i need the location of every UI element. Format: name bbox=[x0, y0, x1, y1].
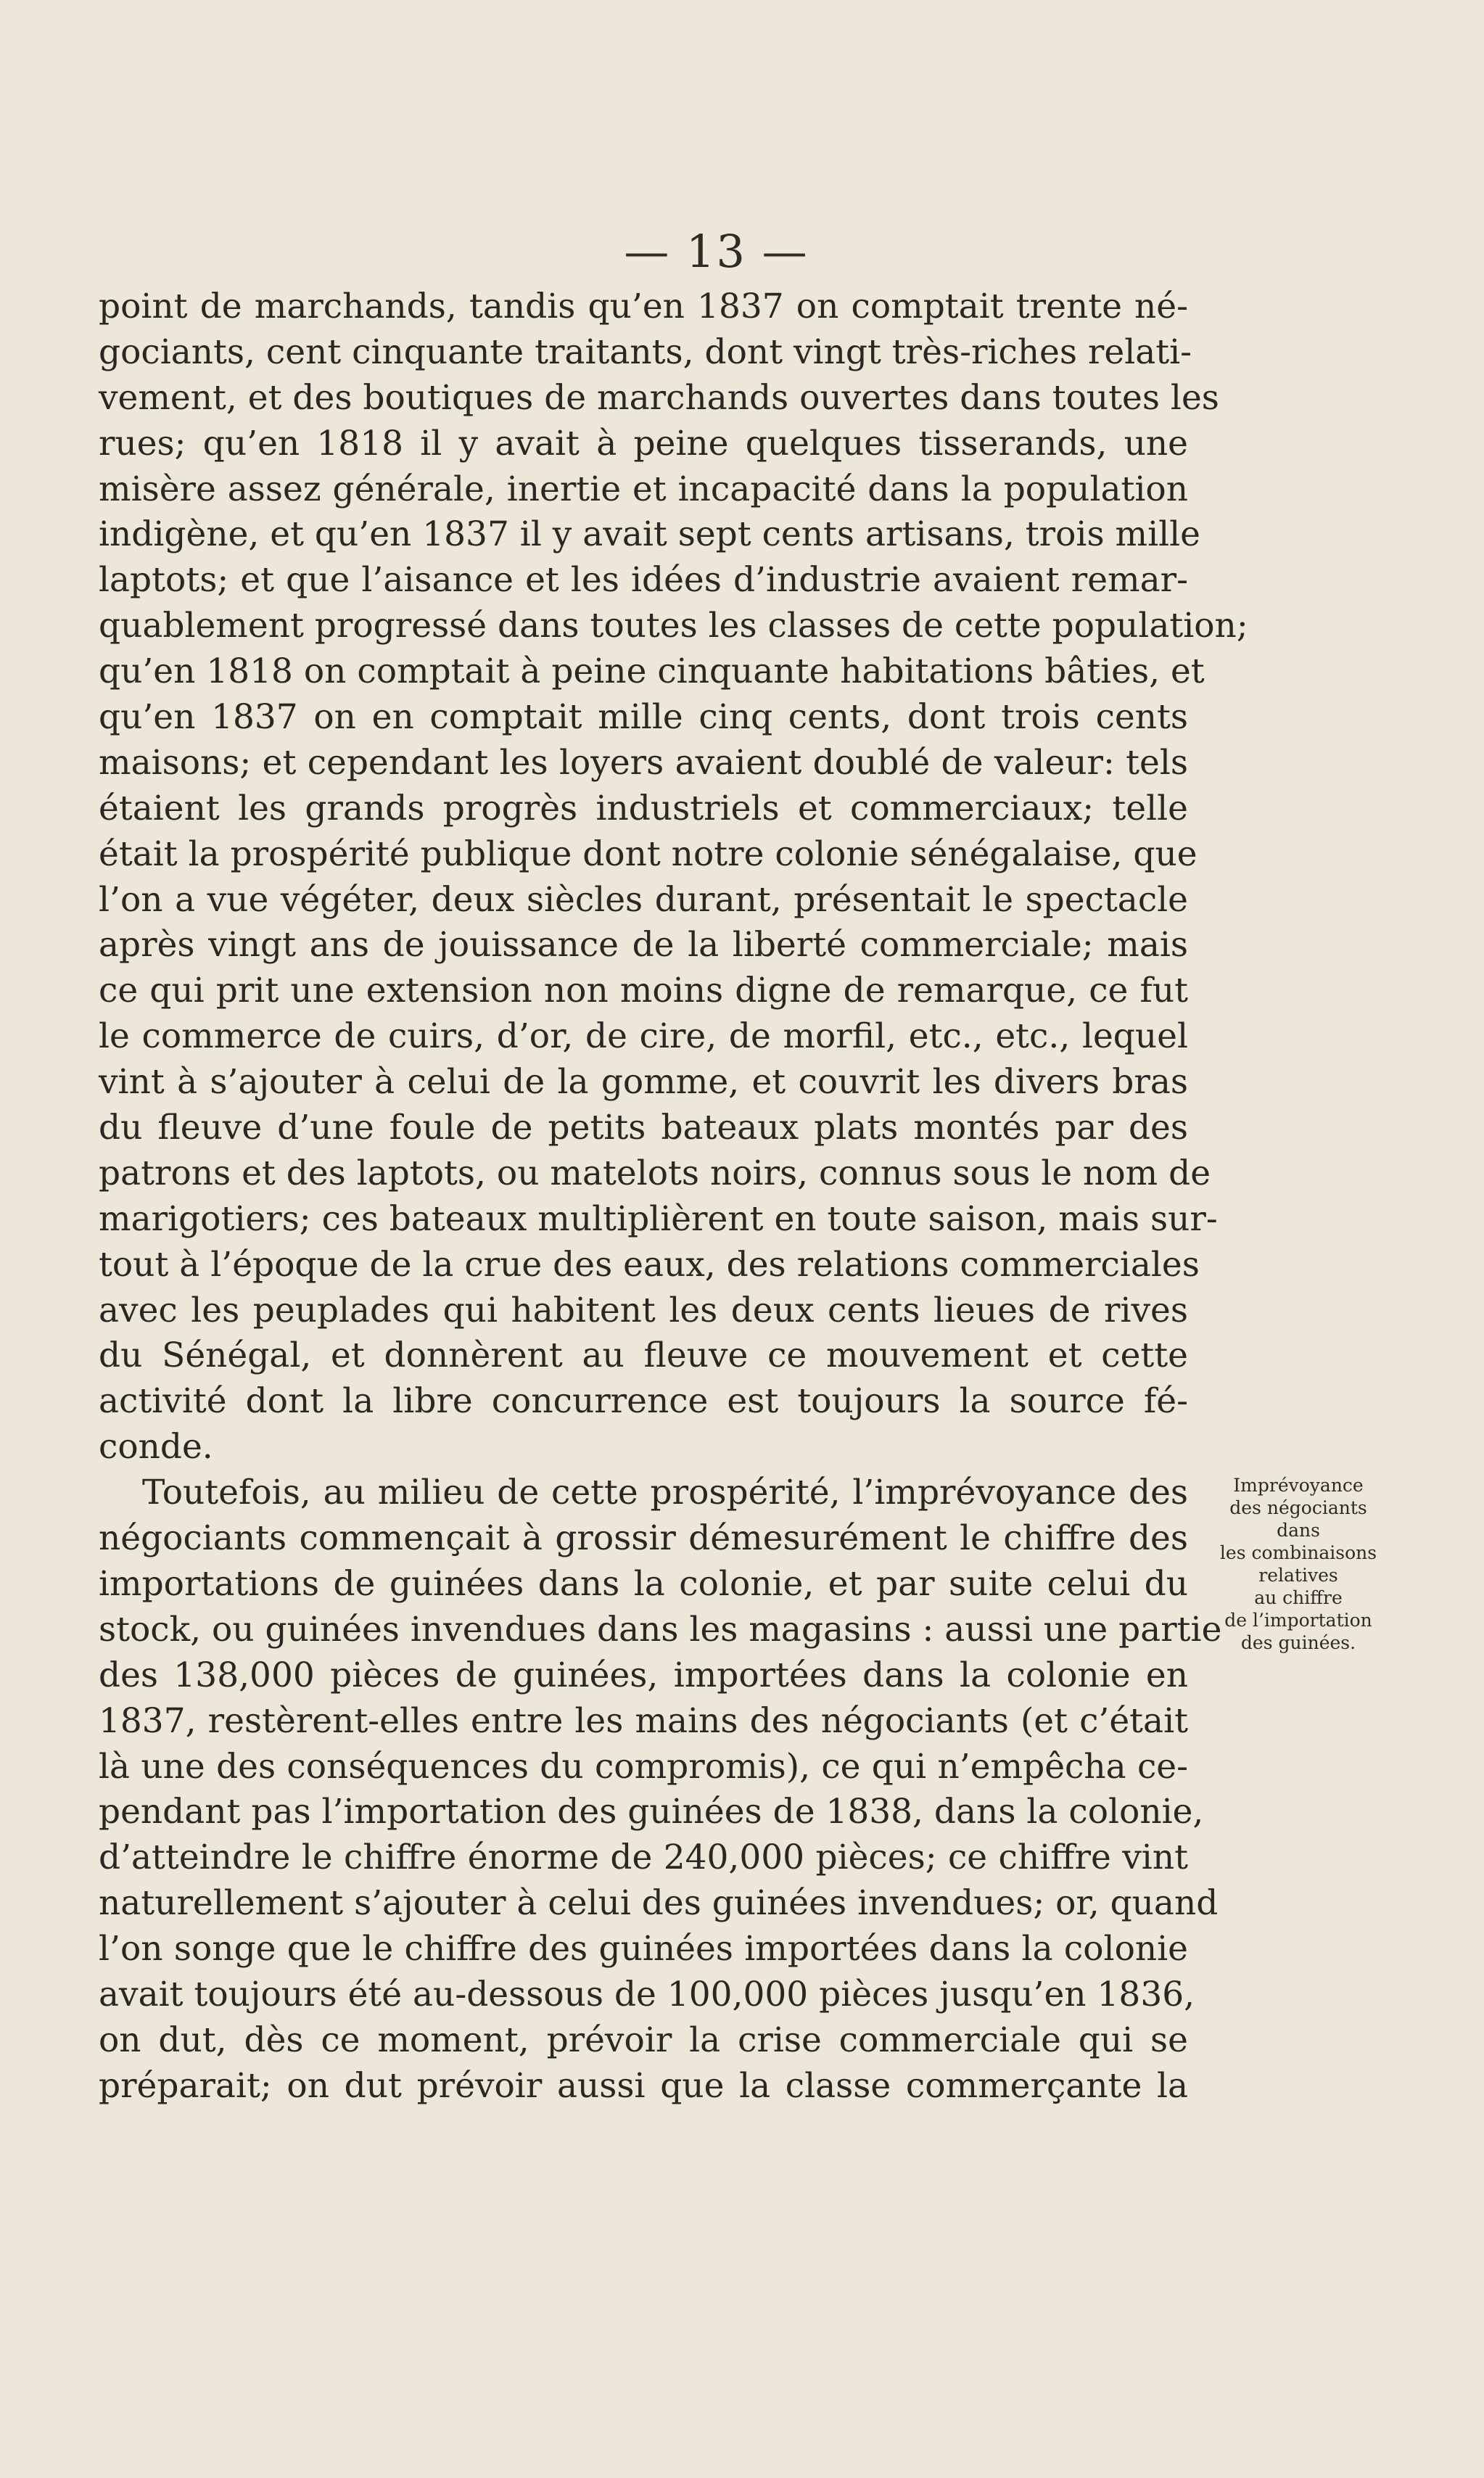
margin-note-line: des guinées. bbox=[1240, 1632, 1356, 1653]
text-line: négociants commençait à grossir démesurément le chiffre des bbox=[99, 1518, 1188, 1559]
text-line: conde. bbox=[99, 1427, 213, 1468]
page-number: — 13 — bbox=[624, 225, 809, 278]
text-line: pendant pas l’importation des guinées de 1838, dans la colonie, bbox=[99, 1792, 1204, 1832]
text-line: avec les peuplades qui habitent les deux cents lieues de rives bbox=[99, 1290, 1188, 1330]
text-line: misère assez générale, inertie et incapacité dans la population bbox=[99, 469, 1188, 509]
text-line: avait toujours été au-dessous de 100,000 pièces jusqu’en 1836, bbox=[99, 1974, 1195, 2014]
text-line: qu’en 1818 on comptait à peine cinquante habitations bâties, et bbox=[99, 651, 1205, 692]
text-line: tout à l’époque de la crue des eaux, des relations commerciales bbox=[99, 1244, 1200, 1285]
text-line: naturellement s’ajouter à celui des guinées invendues; or, quand bbox=[99, 1883, 1219, 1924]
margin-note-line: des négociants bbox=[1229, 1497, 1367, 1518]
text-line: rues; qu’en 1818 il y avait à peine quelques tisserands, une bbox=[99, 423, 1188, 464]
margin-note-line: les combinaisons bbox=[1219, 1542, 1377, 1563]
text-line: on dut, dès ce moment, prévoir la crise commerciale qui se bbox=[99, 2020, 1188, 2060]
text-line: importations de guinées dans la colonie, et par suite celui du bbox=[99, 1563, 1188, 1604]
text-line: gociants, cent cinquante traitants, dont vingt très-riches relati- bbox=[99, 332, 1192, 372]
text-line: stock, ou guinées invendues dans les magasins : aussi une partie bbox=[99, 1609, 1222, 1650]
text-line: quablement progressé dans toutes les classes de cette population; bbox=[99, 606, 1248, 646]
text-line: des 138,000 pièces de guinées, importées dans la colonie en bbox=[99, 1655, 1188, 1695]
text-line: là une des conséquences du compromis), ce qui n’empêcha ce- bbox=[99, 1746, 1188, 1787]
text-line: 1837, restèrent-elles entre les mains des négociants (et c’était bbox=[99, 1700, 1188, 1741]
text-line: après vingt ans de jouissance de la liberté commerciale; mais bbox=[99, 925, 1188, 966]
text-line: qu’en 1837 on en comptait mille cinq cents, dont trois cents bbox=[99, 697, 1188, 738]
margin-note bbox=[1198, 1474, 1398, 1654]
text-line: ce qui prit une extension non moins digne de remarque, ce fut bbox=[99, 971, 1188, 1011]
margin-note-line: au chiffre bbox=[1254, 1587, 1343, 1608]
text-line: laptots; et que l’aisance et les idées d’industrie avaient remar- bbox=[99, 560, 1188, 601]
text-line: du Sénégal, et donnèrent au fleuve ce mouvement et cette bbox=[99, 1335, 1188, 1376]
text-line: indigène, et qu’en 1837 il y avait sept cents artisans, trois mille bbox=[99, 514, 1200, 555]
body-text bbox=[99, 284, 1248, 2109]
text-line: vint à s’ajouter à celui de la gomme, et couvrit les divers bras bbox=[99, 1062, 1188, 1103]
text-line: Toutefois, au milieu de cette prospérité, l’imprévoyance des bbox=[142, 1473, 1188, 1513]
text-line: activité dont la libre concurrence est toujours la source fé- bbox=[99, 1381, 1188, 1422]
margin-note-line: relatives bbox=[1258, 1565, 1338, 1586]
text-line: l’on songe que le chiffre des guinées importées dans la colonie bbox=[99, 1929, 1188, 1969]
text-line: marigotiers; ces bateaux multiplièrent en toute saison, mais sur- bbox=[99, 1198, 1218, 1239]
text-line: le commerce de cuirs, d’or, de cire, de morfil, etc., etc., lequel bbox=[99, 1016, 1188, 1057]
text-line: était la prospérité publique dont notre colonie sénégalaise, que bbox=[99, 833, 1197, 874]
text-line: l’on a vue végéter, deux siècles durant, présentait le spectacle bbox=[99, 879, 1188, 920]
text-line: préparait; on dut prévoir aussi que la classe commerçante la bbox=[99, 2065, 1188, 2106]
text-line: maisons; et cependant les loyers avaient doublé de valeur: tels bbox=[99, 742, 1188, 783]
text-line: point de marchands, tandis qu’en 1837 on comptait trente né- bbox=[99, 287, 1188, 326]
margin-note-line: Imprévoyance bbox=[1233, 1475, 1364, 1496]
text-line: patrons et des laptots, ou matelots noirs, connus sous le nom de bbox=[99, 1153, 1211, 1193]
margin-note-line: dans bbox=[1277, 1520, 1320, 1541]
text-line: du fleuve d’une foule de petits bateaux plats montés par des bbox=[99, 1108, 1188, 1148]
text-line: vement, et des boutiques de marchands ouvertes dans toutes les bbox=[99, 377, 1219, 418]
margin-note-line: de l’importation bbox=[1224, 1610, 1372, 1631]
text-line: étaient les grands progrès industriels et commerciaux; telle bbox=[99, 788, 1188, 828]
text-line: d’atteindre le chiffre énorme de 240,000 pièces; ce chiffre vint bbox=[99, 1837, 1188, 1878]
